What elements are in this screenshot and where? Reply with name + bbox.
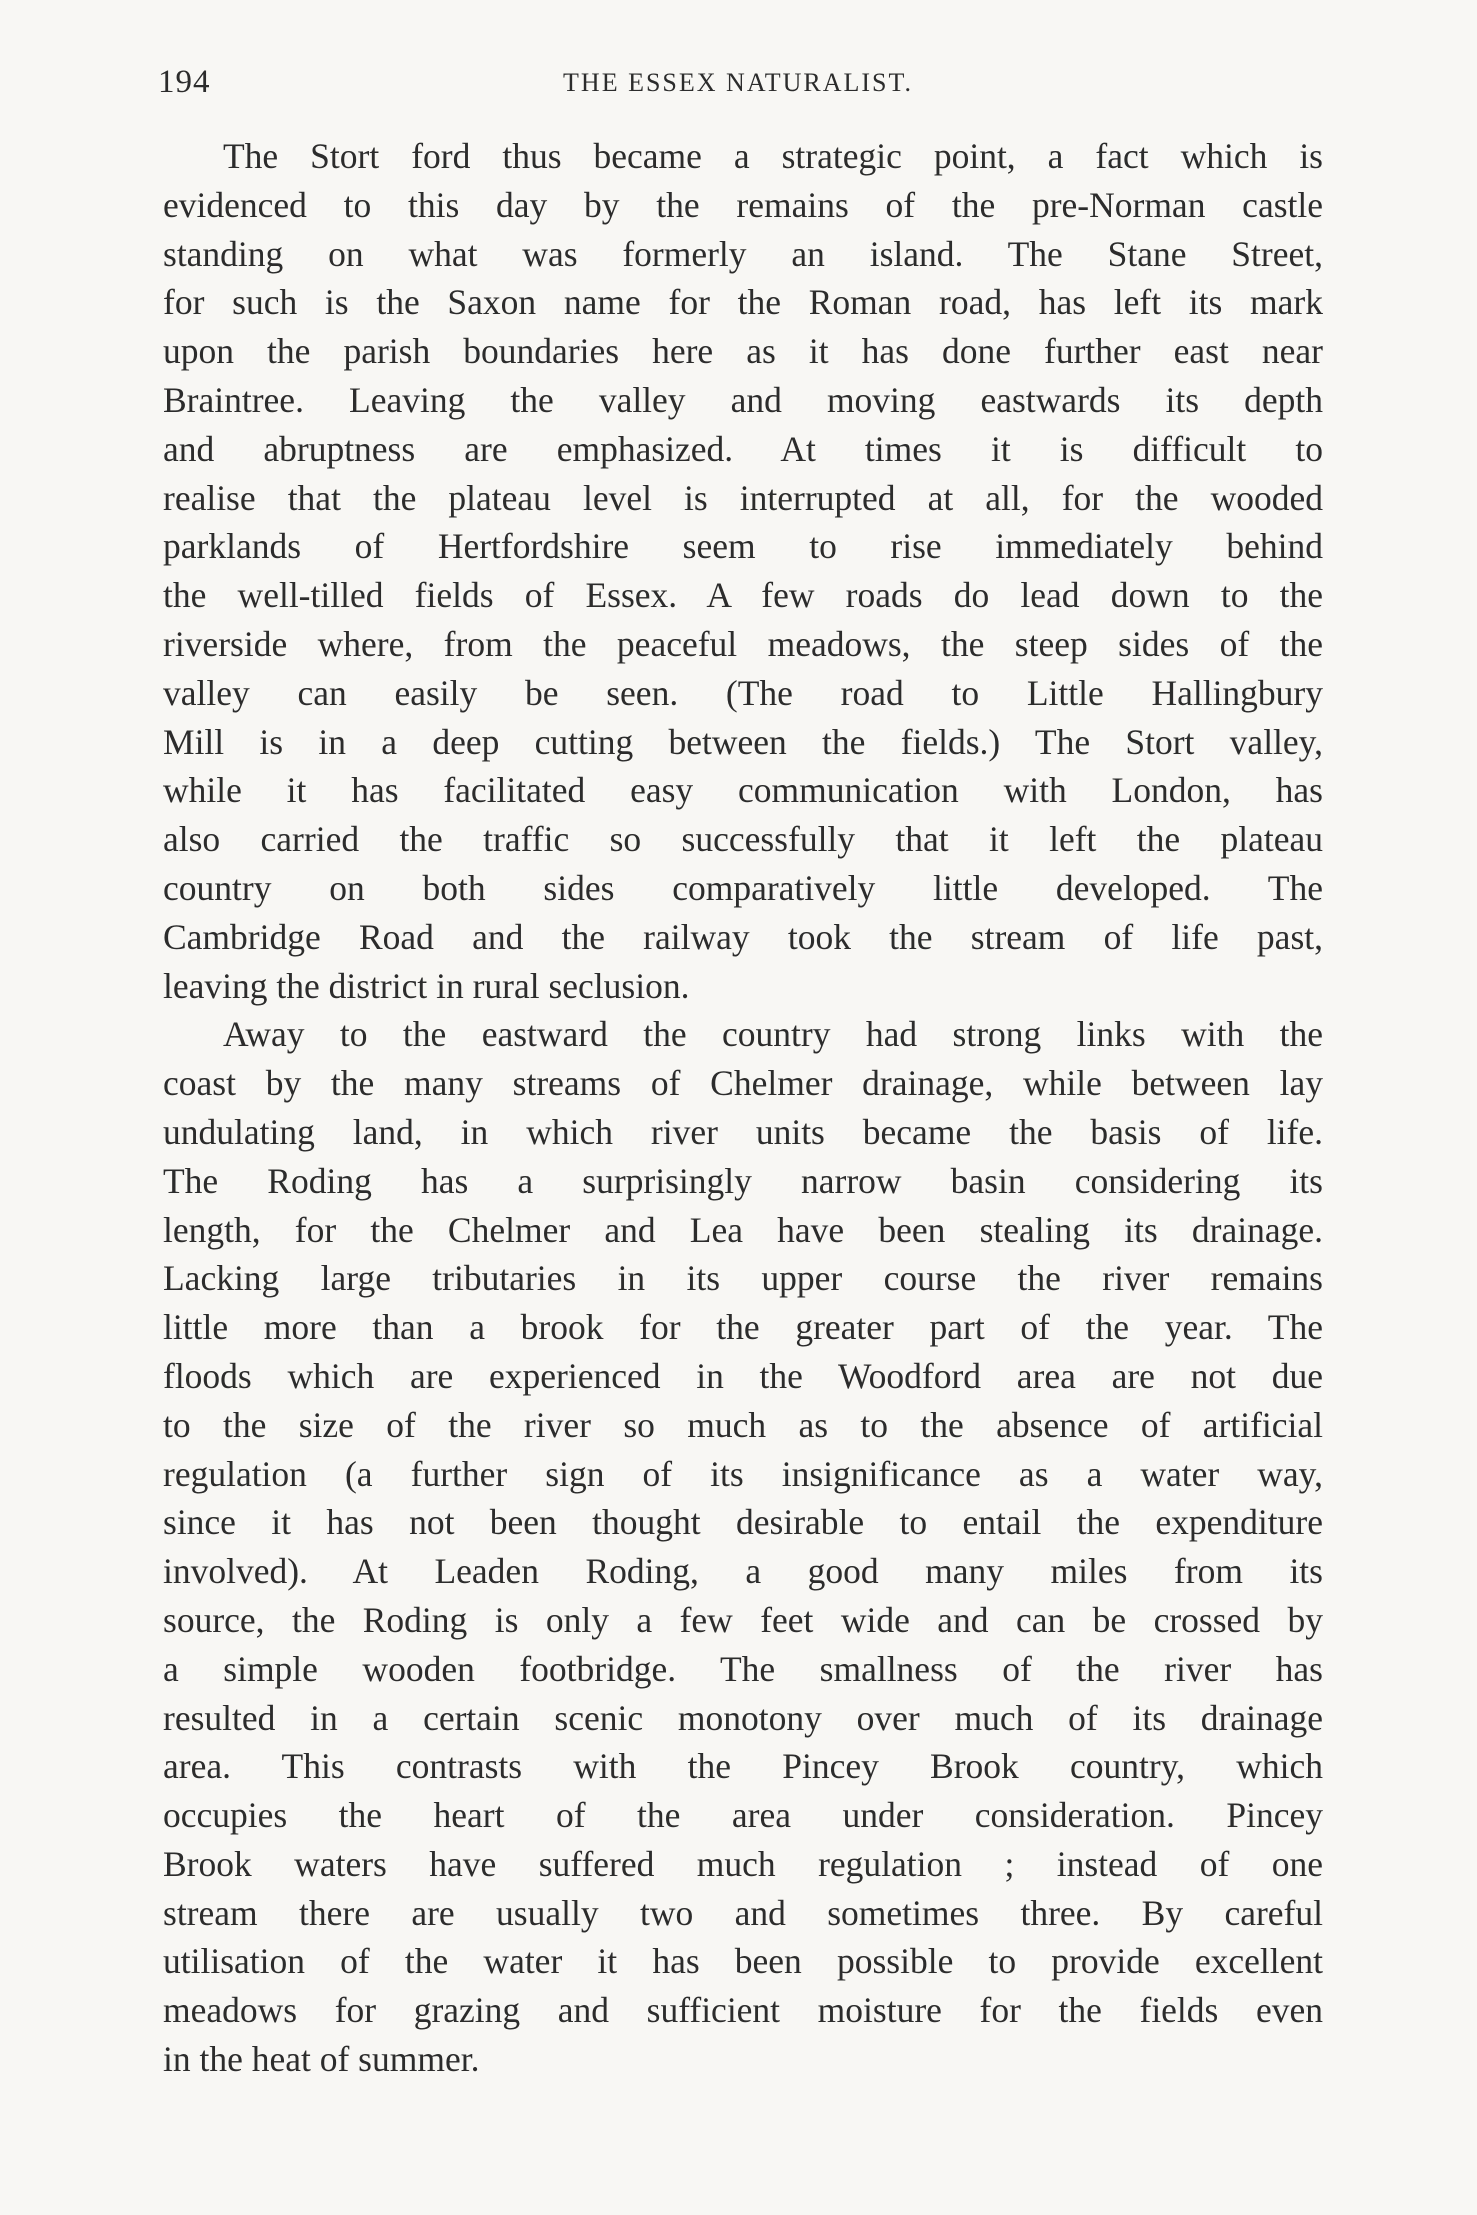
running-head	[158, 60, 1318, 110]
text-line: the well-tilled fields of Essex. A few roads do lead down to the	[163, 575, 1323, 616]
paragraph-stort-valley	[163, 132, 1323, 1010]
journal-title: THE ESSEX NATURALIST.	[563, 68, 913, 97]
text-line: country on both sides comparatively little developed. The	[163, 867, 1323, 908]
text-line: to the size of the river so much as to the absence of artificial	[163, 1404, 1323, 1445]
text-line: regulation (a further sign of its insignificance as a water way,	[163, 1453, 1323, 1494]
text-line: length, for the Chelmer and Lea have been stealing its drainage.	[163, 1209, 1323, 1250]
text-line: area. This contrasts with the Pincey Brook country, which	[163, 1746, 1323, 1787]
text-line: standing on what was formerly an island. The Stane Street,	[163, 233, 1323, 274]
text-line: also carried the traffic so successfully that it left the plateau	[163, 819, 1323, 860]
text-line: occupies the heart of the area under consideration. Pincey	[163, 1795, 1323, 1836]
text-line: a simple wooden footbridge. The smallness of the river has	[163, 1648, 1323, 1689]
text-line: coast by the many streams of Chelmer drainage, while between lay	[163, 1063, 1323, 1104]
text-line: source, the Roding is only a few feet wide and can be crossed by	[163, 1599, 1323, 1640]
text-line: and abruptness are emphasized. At times it is difficult to	[163, 428, 1323, 469]
text-line: Lacking large tributaries in its upper course the river remains	[163, 1258, 1323, 1299]
text-line: Brook waters have suffered much regulation ; instead of one	[163, 1843, 1323, 1884]
text-line: undulating land, in which river units became the basis of life.	[163, 1111, 1323, 1152]
body-text	[163, 132, 1323, 2084]
text-line: meadows for grazing and sufficient moisture for the fields even	[163, 1990, 1323, 2031]
text-line: Away to the eastward the country had strong links with the	[223, 1014, 1323, 1055]
text-line: upon the parish boundaries here as it has done further east near	[163, 331, 1323, 372]
text-line: valley can easily be seen. (The road to Little Hallingbury	[163, 672, 1323, 713]
text-line: The Stort ford thus became a strategic point, a fact which is	[223, 136, 1323, 176]
text-line: in the heat of summer.	[163, 2039, 480, 2080]
text-line: Mill is in a deep cutting between the fields.) The Stort valley,	[163, 721, 1323, 762]
paragraph-roding-pincey	[163, 1010, 1323, 2084]
text-line: evidenced to this day by the remains of the pre-Norman castle	[163, 184, 1323, 225]
text-line: resulted in a certain scenic monotony over much of its drainage	[163, 1697, 1323, 1738]
text-line: floods which are experienced in the Woodford area are not due	[163, 1355, 1323, 1396]
text-line: parklands of Hertfordshire seem to rise immediately behind	[163, 526, 1323, 567]
text-line: involved). At Leaden Roding, a good many miles from its	[163, 1551, 1323, 1592]
text-line: leaving the district in rural seclusion.	[163, 965, 690, 1006]
page-number: 194	[158, 64, 211, 100]
text-line: realise that the plateau level is interrupted at all, for the wooded	[163, 477, 1323, 518]
text-line: Braintree. Leaving the valley and moving eastwards its depth	[163, 379, 1323, 420]
text-line: Cambridge Road and the railway took the stream of life past,	[163, 916, 1323, 957]
text-line: little more than a brook for the greater part of the year. The	[163, 1307, 1323, 1348]
text-line: while it has facilitated easy communication with London, has	[163, 770, 1323, 811]
text-line: for such is the Saxon name for the Roman road, has left its mark	[163, 282, 1323, 323]
text-line: since it has not been thought desirable to entail the expenditure	[163, 1502, 1323, 1543]
text-line: riverside where, from the peaceful meadows, the steep sides of the	[163, 623, 1323, 664]
text-line: The Roding has a surprisingly narrow basin considering its	[163, 1160, 1323, 1201]
text-line: utilisation of the water it has been possible to provide excellent	[163, 1941, 1323, 1982]
text-line: stream there are usually two and sometimes three. By careful	[163, 1892, 1323, 1933]
